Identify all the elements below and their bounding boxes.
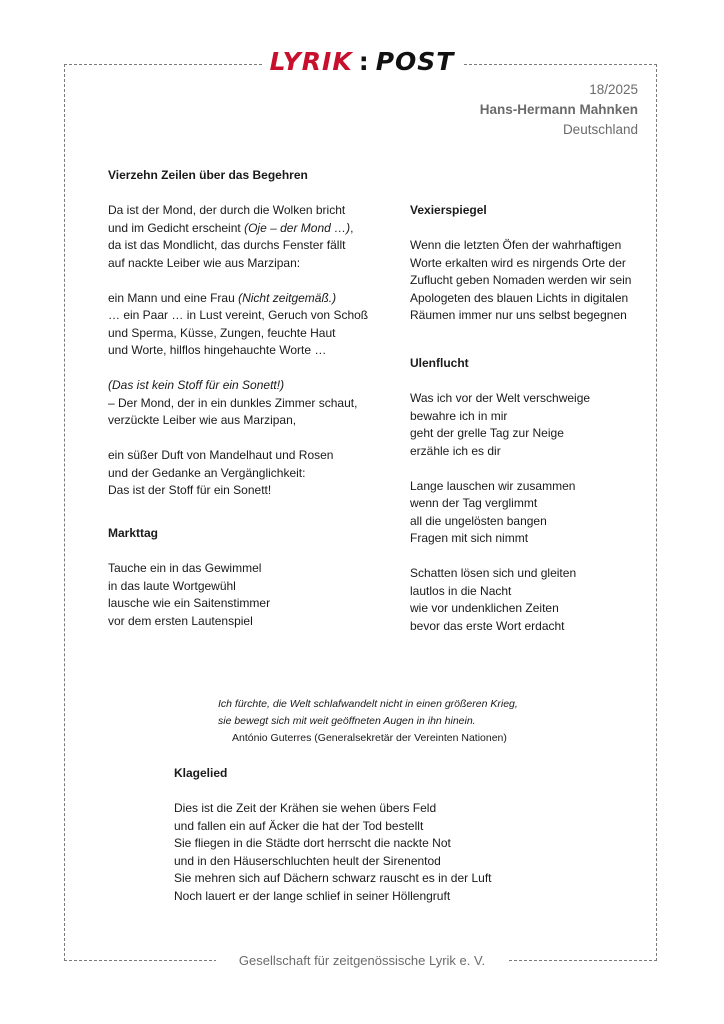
poem-title: Ulenflucht	[410, 356, 469, 370]
stanza	[410, 565, 590, 635]
poem-aside: (Das ist kein Stoff für ein Sonett!)	[108, 378, 285, 392]
logo-lyrik: LYRIK	[269, 47, 353, 76]
poem-line: Räumen immer nur uns selbst begegnen	[410, 308, 627, 322]
poem-line	[108, 290, 368, 308]
quote-line: Ich fürchte, die Welt schlafwandelt nicht in einen größeren Krieg,	[218, 698, 518, 710]
poem-line-text: und im Gedicht erscheint	[108, 220, 245, 235]
quote-line: sie bewegt sich mit weit geöffneten Augen in ihn hinein.	[218, 715, 476, 727]
logo-post: POST	[375, 47, 455, 76]
poem-line: Schatten lösen sich und gleiten	[410, 566, 577, 580]
poem-line: und Sperma, Küsse, Zungen, feuchte Haut	[108, 325, 336, 340]
quote-attribution: António Guterres (Generalsekretär der Vereinten Nationen)	[232, 732, 507, 744]
poem-ulenflucht	[410, 355, 590, 653]
poem-line	[108, 377, 368, 395]
poem-line: lausche wie ein Saitenstimmer	[108, 596, 271, 610]
poem-title: Vexierspiegel	[410, 203, 487, 217]
poem-line-text: ,	[350, 220, 354, 235]
poem-line: Wenn die letzten Öfen der wahrhaftigen	[410, 238, 622, 252]
author-name: Hans-Hermann Mahnken	[479, 102, 638, 117]
poem-line	[108, 220, 368, 238]
epigraph-quote	[218, 696, 518, 747]
stanza	[108, 447, 368, 500]
issue-number: 18/2025	[589, 82, 638, 97]
poem-aside: (Nicht zeitgemäß.)	[238, 290, 337, 305]
poem-line: Da ist der Mond, der durch die Wolken bricht	[108, 203, 346, 217]
poem-vierzehn-zeilen	[108, 167, 368, 517]
poem-line: und fallen ein auf Äcker die hat der Tod bestellt	[174, 818, 424, 833]
poem-line: Sie fliegen in die Städte dort herrscht die nackte Not	[174, 836, 451, 850]
author-country: Deutschland	[562, 122, 638, 137]
poem-line: in das laute Wortgewühl	[108, 578, 236, 593]
poem-klagelied	[174, 765, 491, 923]
footer-society: Gesellschaft für zeitgenössische Lyrik e. V.	[216, 951, 508, 971]
stanza	[108, 377, 368, 430]
poem-line: da ist das Mondlicht, das durchs Fenster fällt	[108, 238, 346, 252]
stanza	[108, 290, 368, 360]
poem-line-text: ein Mann und eine Frau	[108, 290, 239, 305]
poem-line: Dies ist die Zeit der Krähen sie wehen übers Feld	[174, 801, 437, 815]
poem-vexierspiegel	[410, 202, 631, 342]
poem-line: Lange lauschen wir zusammen	[410, 478, 576, 493]
poem-line: Noch lauert er der lange schlief in seiner Höllengruft	[174, 888, 451, 903]
stanza	[410, 390, 590, 460]
stanza	[174, 800, 491, 905]
stanza	[410, 478, 590, 548]
poem-line: ein süßer Duft von Mandelhaut und Rosen	[108, 448, 334, 462]
poem-title: Markttag	[108, 526, 159, 540]
poem-line: verzückte Leiber wie aus Marzipan,	[108, 413, 297, 427]
poem-line: – Der Mond, der in ein dunkles Zimmer schaut,	[108, 395, 358, 410]
poem-line: und der Gedanke an Vergänglichkeit:	[108, 465, 306, 480]
poem-line: und Worte, hilflos hingehauchte Worte …	[108, 343, 327, 357]
poem-line: auf nackte Leiber wie aus Marzipan:	[108, 255, 301, 270]
poem-line: Zuflucht geben Nomaden werden wir sein	[410, 273, 632, 287]
poem-line: Tauche ein in das Gewimmel	[108, 561, 262, 575]
poem-line: all die ungelösten bangen	[410, 513, 547, 528]
stanza	[108, 560, 270, 630]
poem-line: und in den Häuserschluchten heult der Sirenentod	[174, 853, 441, 868]
poem-aside: (Oje – der Mond …)	[244, 220, 351, 235]
poem-markttag	[108, 525, 270, 648]
poem-line: Worte erkalten wird es nirgends Orte der	[410, 255, 626, 270]
stanza	[410, 237, 631, 325]
poem-line: Das ist der Stoff für ein Sonett!	[108, 483, 272, 497]
poem-line: bewahre ich in mir	[410, 408, 508, 423]
logo-colon: :	[358, 47, 370, 76]
poem-line: wenn der Tag verglimmt	[410, 496, 538, 510]
poem-line: vor dem ersten Lautenspiel	[108, 613, 253, 628]
poem-line: Fragen mit sich nimmt	[410, 531, 529, 545]
poem-line: Was ich vor der Welt verschweige	[410, 391, 591, 405]
poem-line: Sie mehren sich auf Dächern schwarz rauscht es in der Luft	[174, 871, 492, 885]
lyrik-post-logo	[262, 44, 462, 80]
poem-line: Apologeten des blauen Lichts in digitalen	[410, 290, 629, 305]
stanza	[108, 202, 368, 272]
poem-line: bevor das erste Wort erdacht	[410, 618, 565, 633]
poem-title: Vierzehn Zeilen über das Begehren	[108, 168, 308, 182]
poem-title: Klagelied	[174, 766, 228, 780]
poem-line: erzähle ich es dir	[410, 443, 501, 458]
poem-line: … ein Paar … in Lust vereint, Geruch von Schoß	[108, 308, 369, 322]
poem-line: lautlos in die Nacht	[410, 583, 512, 598]
poem-line: geht der grelle Tag zur Neige	[410, 426, 564, 440]
poem-line: wie vor undenklichen Zeiten	[410, 601, 559, 615]
issue-meta	[480, 80, 638, 140]
